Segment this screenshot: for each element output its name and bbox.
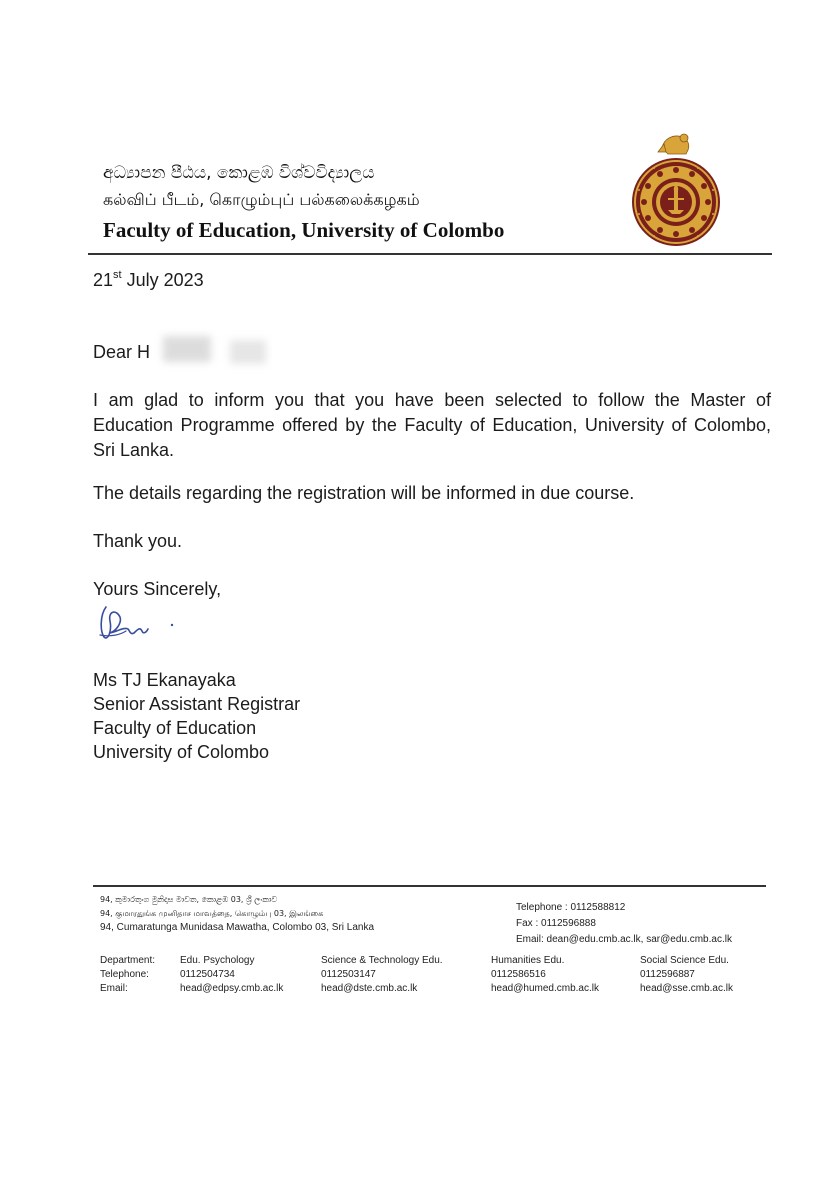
signatory-block [93, 668, 300, 764]
department-email: head@dste.cmb.ac.lk [321, 983, 418, 994]
selection-paragraph: I am glad to inform you that you have been selected to follow the Master of Education Programme offered by the Faculty of Education, University of Colombo, Sri Lanka. [93, 390, 771, 460]
department-phone: 0112586516 [491, 969, 546, 980]
department-column [640, 954, 733, 996]
department-name: Science & Technology Edu. [321, 955, 443, 966]
department-email: head@humed.cmb.ac.lk [491, 983, 599, 994]
redacted-name-blur [163, 336, 211, 362]
department-name: Edu. Psychology [180, 955, 255, 966]
closing-line: Yours Sincerely, [93, 579, 222, 599]
department-phone: 0112503147 [321, 969, 376, 980]
date-suffix: st [113, 269, 122, 281]
registration-paragraph: The details regarding the registration will be informed in due course. [93, 483, 635, 503]
thanks-line: Thank you. [93, 531, 183, 551]
footer-address [100, 893, 374, 935]
date-day: 21 [93, 270, 114, 290]
department-column [321, 954, 443, 996]
date-month-year: July 2023 [121, 270, 204, 290]
footer-fax: Fax : 0112596888 [516, 918, 596, 929]
address-sinhala: 94, කුමාරතුංග මුනිදාස මාවත, කොළඹ 03, ශ්‍රී ලංකාව [100, 895, 278, 904]
faculty-name-tamil: கல்விப் பீடம், கொழும்புப் பல்கலைக்கழகம் [103, 190, 420, 209]
redacted-name-blur [230, 340, 266, 364]
address-english: 94, Cumaratunga Munidasa Mawatha, Colombo 03, Sri Lanka [100, 922, 375, 933]
email-label: Email: [100, 983, 128, 994]
department-column [180, 954, 283, 996]
department-phone: 0112504734 [180, 969, 235, 980]
telephone-label: Telephone: [100, 969, 149, 980]
footer-telephone: Telephone : 0112588812 [516, 902, 626, 913]
handwritten-signature [96, 601, 182, 645]
signatory-title: Senior Assistant Registrar [93, 694, 301, 714]
salutation: Dear H [93, 342, 151, 362]
university-crest-logo [628, 128, 724, 250]
department-column [491, 954, 599, 996]
signatory-faculty: Faculty of Education [93, 718, 257, 738]
department-email: head@edpsy.cmb.ac.lk [180, 983, 284, 994]
department-email: head@sse.cmb.ac.lk [640, 983, 733, 994]
header-divider [88, 253, 772, 255]
department-name: Humanities Edu. [491, 955, 565, 966]
faculty-name-english: Faculty of Education, University of Colombo [103, 218, 505, 242]
footer-contact [516, 900, 732, 948]
letter-date [93, 270, 204, 291]
department-phone: 0112596887 [640, 969, 695, 980]
department-label: Department: [100, 955, 156, 966]
department-name: Social Science Edu. [640, 955, 729, 966]
address-tamil: 94, குமாரதுங்க முனிதாச மாவத்தை, கொழும்பு 03, இலங்கை [100, 909, 324, 918]
department-row-labels [100, 954, 155, 996]
signatory-university: University of Colombo [93, 742, 270, 762]
footer-divider [93, 885, 766, 887]
footer-email: Email: dean@edu.cmb.ac.lk, sar@edu.cmb.ac.lk [516, 934, 732, 945]
signatory-name: Ms TJ Ekanayaka [93, 670, 236, 690]
faculty-name-sinhala: අධ්‍යාපන පීඨය, කොළඹ විශ්වවිද්‍යාලය [103, 163, 375, 183]
